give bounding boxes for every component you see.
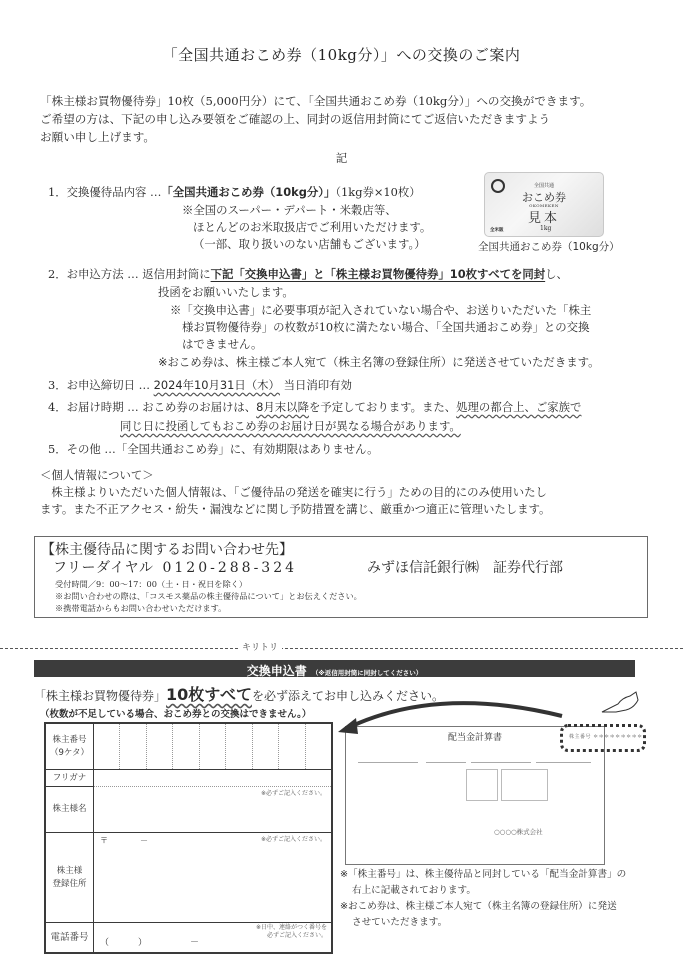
- item-2-line2: 投函をお願いいたします。: [158, 285, 294, 299]
- phone-number-link[interactable]: 0120-288-324: [162, 560, 298, 576]
- phone-label: 電話番号: [45, 923, 94, 953]
- contact-hours: 受付時間／9：00～17：00（土・日・祝日を除く）: [55, 579, 248, 589]
- side-note: ※「株主番号」は、株主優待品と同封している「配当金計算書」の: [340, 869, 627, 880]
- application-form-table: [44, 722, 333, 954]
- label-line: 株主様: [56, 865, 83, 876]
- furigana-label: フリガナ: [45, 770, 94, 787]
- page-title: 「全国共通おこめ券（10kg分）」への交換のご案内: [162, 46, 521, 64]
- coupon-unit: 1kg: [540, 225, 552, 232]
- postal-dash: －: [140, 836, 148, 845]
- shareholder-number-input[interactable]: [94, 723, 333, 770]
- item-2-note: はできません。: [182, 337, 263, 351]
- item-5: [48, 441, 379, 458]
- phone-open: （: [100, 938, 110, 948]
- label-line: 株主番号: [52, 734, 87, 745]
- contact-heading: 【株主優待品に関するお問い合わせ先】: [41, 542, 293, 558]
- statement-box: [466, 769, 498, 801]
- item-4-pre: おこめ券のお届けは、: [142, 400, 257, 414]
- pointing-hand-icon: [600, 690, 640, 718]
- item-1-note: （一部、取り扱いのない店舗もございます。）: [193, 237, 426, 251]
- row-phone: [45, 923, 332, 953]
- coupon-caption: 全国共通おこめ券（10kg分）: [478, 241, 620, 253]
- item-4-bold1: 8月末以降: [256, 400, 309, 414]
- digit-cell[interactable]: [225, 724, 251, 769]
- cut-label: キリトリ: [238, 640, 282, 653]
- item-4-label: 4．お届け時期 …: [48, 400, 139, 414]
- statement-company: ○○○○株式会社: [494, 828, 543, 836]
- item-2: [48, 266, 568, 283]
- shareholder-number-label: [45, 723, 94, 770]
- digit-cell[interactable]: [199, 724, 225, 769]
- statement-line: [536, 762, 591, 763]
- privacy-line: ます。また不正アクセス・紛失・漏洩などに関し予防措置を講じ、厳重かつ適正に管理いたします。: [40, 502, 551, 516]
- address-required-note: ※必ずご記入ください。: [260, 836, 326, 843]
- item-2-post: し、: [545, 267, 568, 281]
- item-1-label: 1．交換優待品内容 …: [48, 185, 162, 199]
- statement-line: [471, 762, 531, 763]
- statement-box: [501, 769, 548, 801]
- row-shareholder-number: [45, 723, 332, 770]
- coupon-name: おこめ券: [522, 191, 566, 204]
- intro-paragraph: [40, 92, 650, 146]
- item-3-date: 2024年10月31日（木）: [153, 378, 280, 392]
- item-4-bold3: 同じ日に投函してもおこめ券のお届け日が異なる場合があります。: [120, 419, 461, 433]
- coupon-top: 全国共通: [533, 183, 554, 189]
- form-warning: （枚数が不足している場合、おこめ券との交換はできません。）: [40, 709, 312, 720]
- form-subtitle: （※返信用封筒に同封してください）: [311, 669, 423, 677]
- digit-cell[interactable]: [252, 724, 278, 769]
- address-label: [45, 833, 94, 923]
- postal-mark: 〒: [100, 836, 108, 845]
- intro-line: 「株主様お買物優待券」10枚（5,000円分）にて、「全国共通おこめ券（10kg分）」への交換ができます。: [40, 94, 592, 108]
- ki-heading: 記: [335, 151, 348, 165]
- side-notes: [340, 867, 640, 931]
- privacy-line: 株主様よりいただいた個人情報は、「ご優待品の発送を確実に行う」ための目的にのみ使用いたし: [51, 485, 547, 499]
- digit-cell[interactable]: [305, 724, 331, 769]
- item-3: [48, 377, 352, 394]
- coupon-issuer: 全米販: [490, 228, 504, 233]
- item-3-rest: 当日消印有効: [283, 378, 352, 392]
- item-5-label: 5．その他 …: [48, 442, 116, 456]
- phone-note: [256, 924, 331, 940]
- cut-line-divider: [0, 648, 683, 650]
- item-1-qty: （1kg券×10枚）: [335, 185, 421, 199]
- item-5-text: 「全国共通おこめ券」に、有効期限はありません。: [115, 442, 379, 456]
- free-dial-label: フリーダイヤル: [53, 560, 154, 576]
- statement-title: 配当金計算書: [447, 733, 502, 743]
- contact-box: [34, 536, 648, 618]
- privacy-heading: ＜個人情報について＞: [40, 468, 154, 482]
- item-4: [48, 399, 581, 416]
- digit-cell[interactable]: [278, 724, 304, 769]
- digit-cell[interactable]: [94, 724, 119, 769]
- item-2-bold: 下記「交換申込書」と「株主様お買物優待券」10枚すべてを同封: [210, 267, 546, 281]
- bank-name: みずほ信託銀行㈱ 証券代行部: [367, 560, 563, 576]
- phone-close: ）: [138, 938, 148, 948]
- coupon-image: [484, 172, 604, 237]
- digit-cell[interactable]: [146, 724, 172, 769]
- label-line: （9ケタ）: [50, 747, 89, 758]
- coupon-sample: 見本: [527, 211, 560, 226]
- form-header-band: [34, 660, 635, 677]
- phone-input[interactable]: [94, 923, 333, 953]
- label-line: 登録住所: [52, 878, 87, 889]
- name-label: 株主様名: [45, 787, 94, 833]
- item-2-note: 様お買物優待券」の枚数が10枚に満たない場合、「全国共通おこめ券」との交換: [182, 320, 590, 334]
- statement-line: [426, 762, 466, 763]
- coupon-roman: OKOMEKEN: [529, 203, 559, 208]
- contact-note: ※お問い合わせの際は、「コスモス薬品の株主優待品について」とお伝えください。: [55, 591, 362, 601]
- address-input[interactable]: [94, 833, 333, 923]
- digit-cell[interactable]: [172, 724, 198, 769]
- item-4-bold2: 処理の都合上、ご家族で: [456, 400, 582, 414]
- item-1-note: ※全国のスーパー・デパート・米穀店等、: [182, 203, 397, 217]
- intro-line: お願い申し上げます。: [40, 130, 156, 144]
- side-note: ※おこめ券は、株主様ご本人宛て（株主名簿の登録住所）に発送: [340, 901, 617, 912]
- item-3-label: 3．お申込締切日 …: [48, 378, 150, 392]
- form-lead-post: を必ず添えてお申し込みください。: [251, 689, 444, 703]
- intro-line: ご希望の方は、下記の申し込み要領をご確認の上、同封の返信用封筒にてご返信いただきますよう: [40, 112, 551, 126]
- row-address: [45, 833, 332, 923]
- statement-line: [358, 762, 418, 763]
- item-1-note: ほとんどのお米取扱店でご利用いただけます。: [193, 220, 432, 234]
- contact-dial: [53, 557, 297, 577]
- form-title: 交換申込書: [246, 664, 307, 678]
- item-4-mid: を予定しております。また、: [308, 400, 457, 414]
- form-lead-pre: 「株主様お買物優待券」: [34, 689, 167, 703]
- item-2-label: 2．お申込方法 …: [48, 267, 139, 281]
- form-lead-big: 10枚すべて: [166, 685, 252, 704]
- shareholder-number-mask: 株主番号 ＊＊＊＊＊＊＊＊＊: [569, 734, 643, 740]
- row-name: [45, 787, 332, 833]
- name-required-note: ※必ずご記入ください。: [260, 790, 326, 797]
- item-1: [48, 184, 421, 201]
- digit-cell[interactable]: [119, 724, 145, 769]
- phone-note-line: 必ずご記入ください。: [266, 932, 327, 939]
- privacy-section: [40, 467, 650, 518]
- phone-dash: －: [190, 938, 200, 948]
- side-note: 右上に記載されております。: [352, 885, 476, 896]
- item-2-pre: 返信用封筒に: [142, 267, 211, 281]
- row-furigana: [45, 770, 332, 787]
- phone-note-line: ※日中、連絡がつく番号を: [255, 924, 327, 931]
- contact-note: ※携帯電話からもお問い合わせいただけます。: [55, 603, 227, 613]
- item-1-value: 「全国共通おこめ券（10kg分）」: [161, 185, 336, 199]
- name-input[interactable]: [94, 787, 333, 833]
- item-2-note: ※「交換申込書」に必要事項が記入されていない場合や、お送りいただいた「株主: [170, 303, 592, 317]
- side-note: させていただきます。: [352, 917, 448, 928]
- item-2-note-bold: ※おこめ券は、株主様ご本人宛て（株主名簿の登録住所）に発送させていただきます。: [158, 355, 600, 369]
- furigana-input[interactable]: [94, 770, 333, 787]
